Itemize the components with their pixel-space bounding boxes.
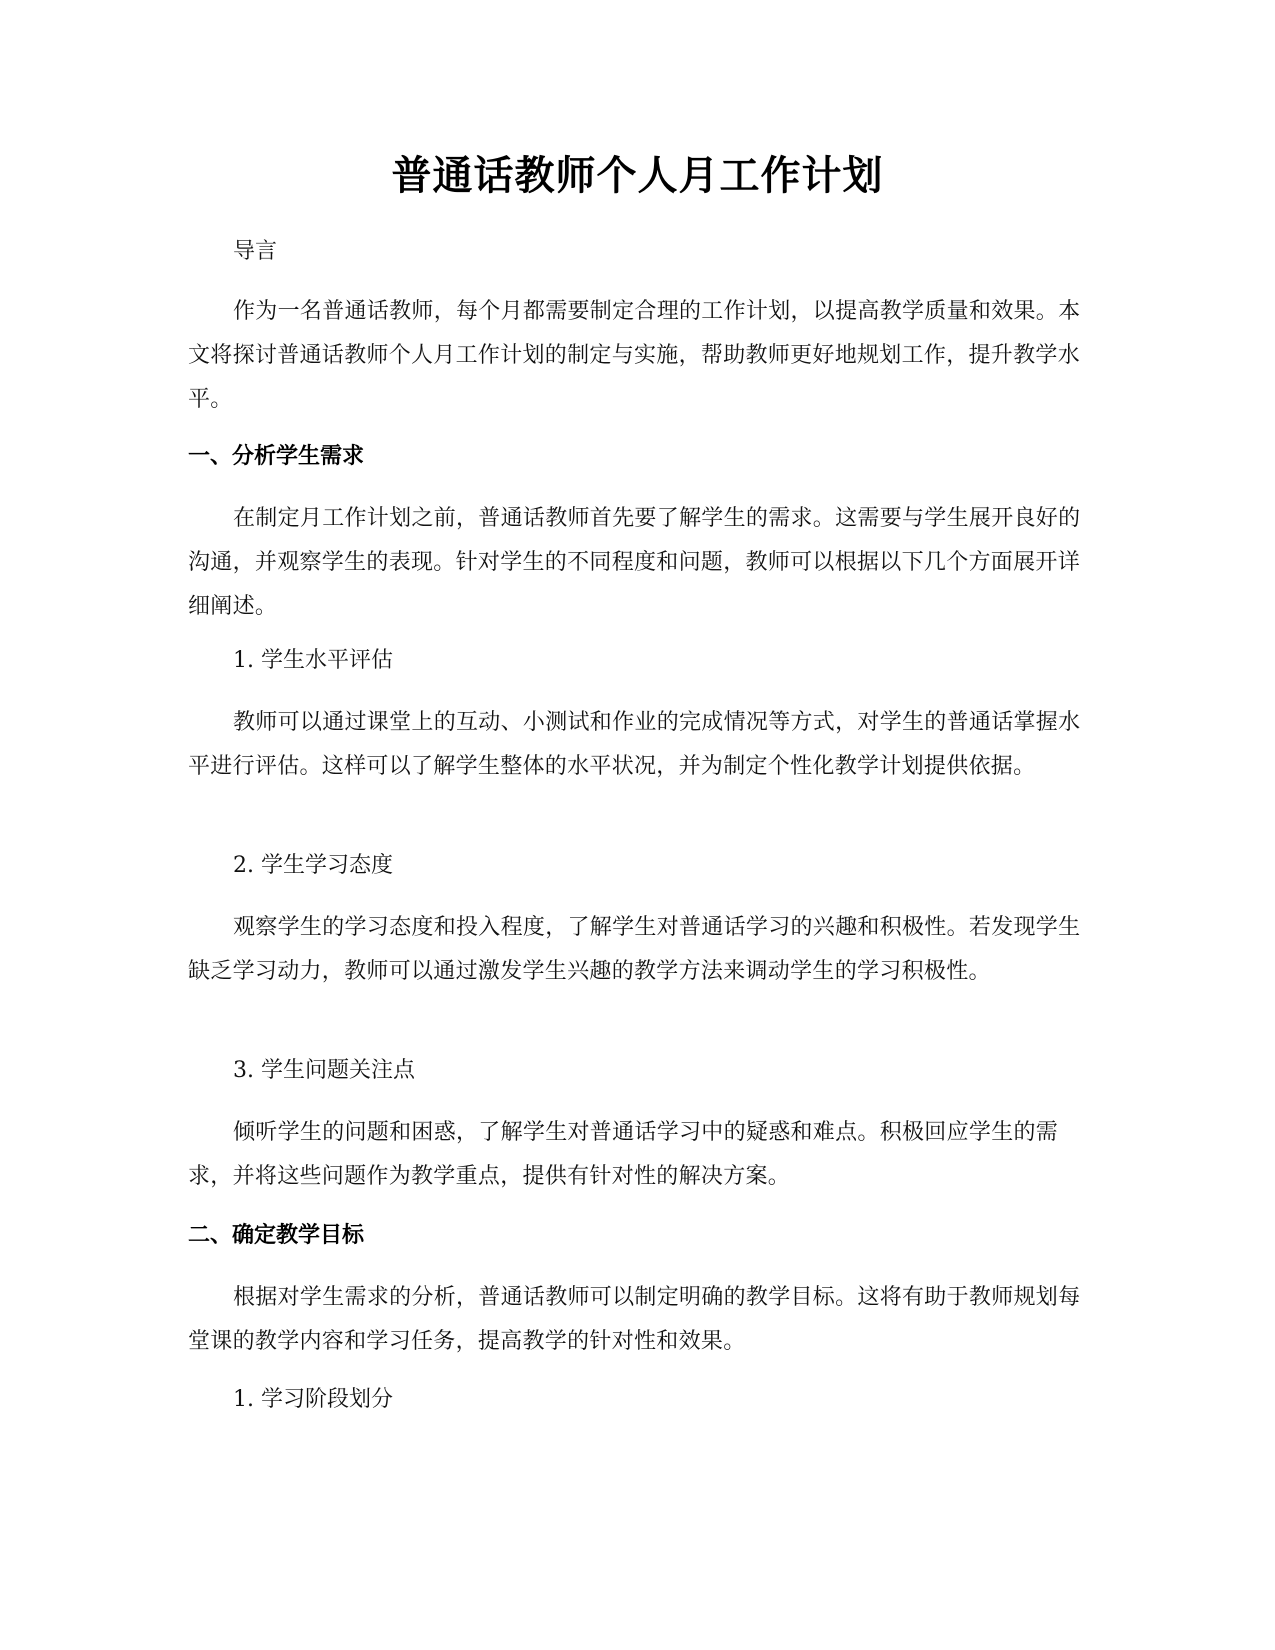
- intro-label: 导言: [233, 239, 278, 264]
- section-1-item-3-label: 3. 学生问题关注点: [233, 1058, 415, 1083]
- section-1-item-1-label: 1. 学生水平评估: [233, 648, 393, 673]
- section-1-item-2-text: 观察学生的学习态度和投入程度，了解学生对普通话学习的兴趣和积极性。若发现学生缺乏学习动力，教师可以通过激发学生兴趣的教学方法来调动学生的学习积极性。: [188, 915, 1081, 984]
- section-heading-2: 二、确定教学目标: [188, 1223, 365, 1248]
- section-1-item-3-text: 倾听学生的问题和困惑，了解学生对普通话学习中的疑惑和难点。积极回应学生的需求，并将这些问题作为教学重点，提供有针对性的解决方案。: [188, 1120, 1059, 1189]
- section-2-item-1-label: 1. 学习阶段划分: [233, 1387, 393, 1412]
- section-1-item-2-label: 2. 学生学习态度: [233, 853, 393, 878]
- document-title: 普通话教师个人月工作计划: [391, 153, 884, 199]
- section-2-paragraph: 根据对学生需求的分析，普通话教师可以制定明确的教学目标。这将有助于教师规划每堂课的教学内容和学习任务，提高教学的针对性和效果。: [188, 1285, 1081, 1354]
- section-heading-1: 一、分析学生需求: [188, 444, 365, 469]
- section-1-paragraph: 在制定月工作计划之前，普通话教师首先要了解学生的需求。这需要与学生展开良好的沟通，并观察学生的表现。针对学生的不同程度和问题，教师可以根据以下几个方面展开详细阐述。: [188, 506, 1081, 619]
- section-1-item-1-text: 教师可以通过课堂上的互动、小测试和作业的完成情况等方式，对学生的普通话掌握水平进行评估。这样可以了解学生整体的水平状况，并为制定个性化教学计划提供依据。: [188, 710, 1081, 779]
- intro-paragraph: 作为一名普通话教师，每个月都需要制定合理的工作计划，以提高教学质量和效果。本文将探讨普通话教师个人月工作计划的制定与实施，帮助教师更好地规划工作，提升教学水平。: [188, 299, 1081, 412]
